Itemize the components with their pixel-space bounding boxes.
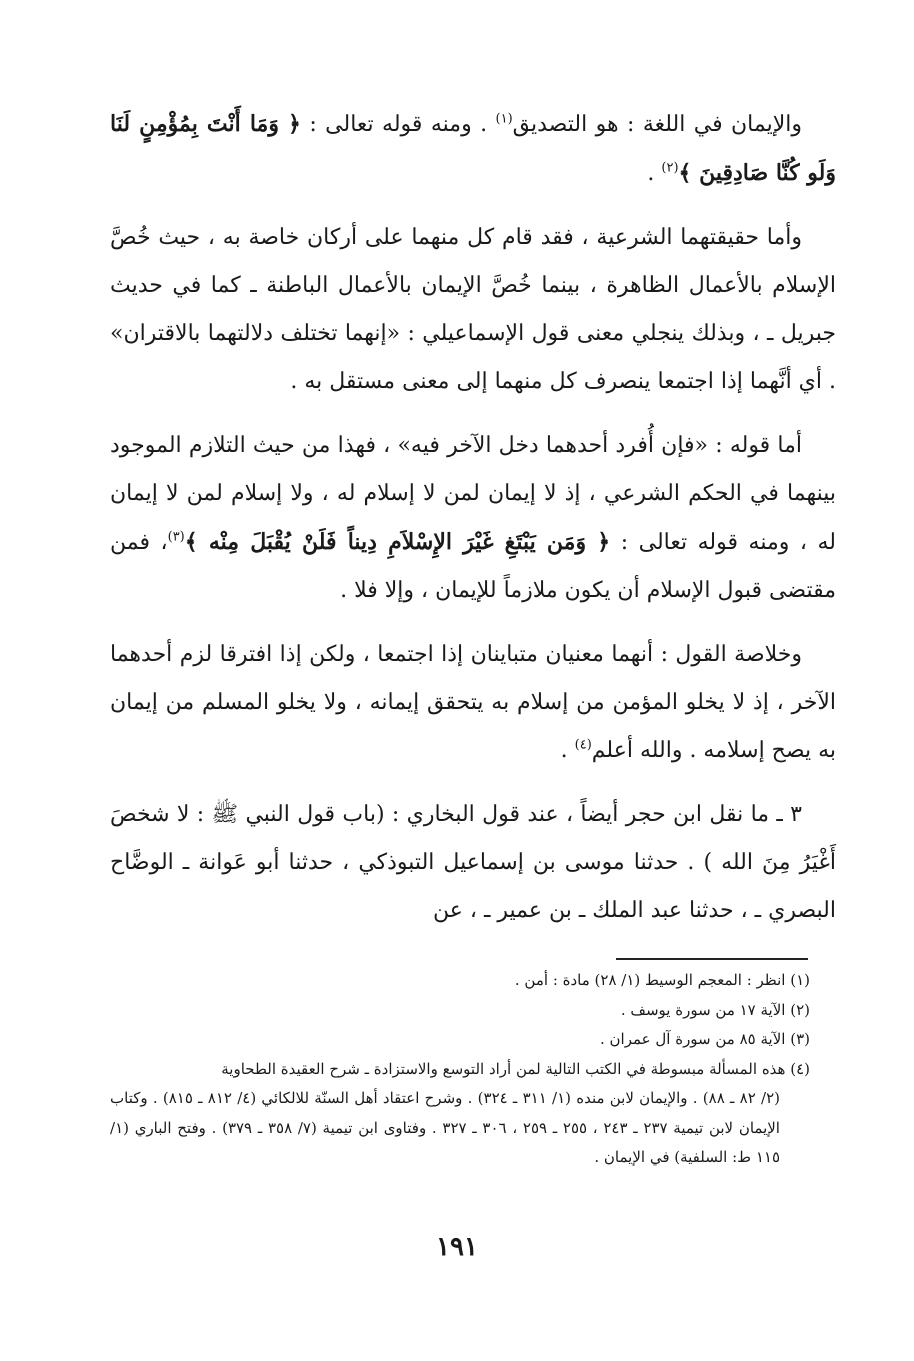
footnote-1: (١) انظر : المعجم الوسيط (١/ ٢٨) مادة : أمن . (514, 971, 810, 989)
paragraph-text: . (560, 738, 575, 763)
paragraph-text: أما قوله : «فإن أُفرد أحدهما دخل الآخر فيه» ، فهذا من حيث التلازم الموجود بينهما في الحكم الشرعي ، إذ لا إيمان لمن لا إسلام له ، ولا إسلام لمن لا إيمان له ، ومنه قوله تعالى : (110, 433, 837, 555)
footnote-4-head: (٤) هذه المسألة مبسوطة في الكتب التالية لمن أراد التوسع والاستزادة ـ شرح العقيدة الطحاوية (221, 1059, 810, 1078)
paragraph-interdependence (110, 422, 836, 615)
page-body (110, 100, 836, 951)
footnote-ref-3[interactable]: (٣) (167, 529, 185, 545)
paragraph-text: والإيمان في اللغة : هو التصديق (512, 112, 802, 137)
footnote-2: (٢) الآية ١٧ من سورة يوسف . (620, 1000, 810, 1019)
footnote-ref-4[interactable]: (٤) (574, 737, 592, 753)
quran-verse: ﴿ وَمَا أَنْتَ بِمُؤْمِنٍ لَنَا وَلَو كُنَّا صَادِقِينَ ﴾ (110, 111, 836, 186)
page-number: ١٩١ (436, 1232, 478, 1262)
paragraph-text: وخلاصة القول : أنهما معنيان متباينان إذا اجتمعا ، ولكن إذا افترقا لزم أحدهما الآخر ، إذ لا يخلو المؤمن من إسلام به يتحقق إيمانه ، ولا يخلو المسلم من إيمان به يصح إسلامه . والله أعلم (110, 642, 836, 763)
footnotes (110, 966, 810, 1173)
footnote-ref-1[interactable]: (١) (495, 111, 513, 127)
quran-verse: ﴿ وَمَن يَبْتَغِ غَيْرَ الإِسْلاَمِ دِيناً فَلَنْ يُقْبَلَ مِنْه ﴾ (184, 529, 611, 555)
footnote-separator (616, 958, 808, 960)
paragraph-text: . (647, 161, 662, 186)
paragraph-text: وأما حقيقتهما الشرعية ، فقد قام كل منهما على أركان خاصة به ، حيث خُصَّ الإسلام بالأعمال الظاهرة ، بينما خُصَّ الإيمان بالأعمال الباطنة ـ كما في حديث جبريل ـ ، وبذلك ينجلي معنى قول الإسماعيلي : «إنهما تختلف دلالتهما بالاقتران» . أي أنَّهما إذا اجتمعا ينصرف كل منهما إلى معنى مستقل به . (110, 225, 836, 394)
paragraph-sharia-reality (110, 214, 836, 406)
paragraph-language-definition (110, 100, 836, 198)
footnote-3: (٣) الآية ٨٥ من سورة آل عمران . (599, 1030, 810, 1048)
footnote-ref-2[interactable]: (٢) (661, 160, 679, 176)
paragraph-text: ، فمن مقتضى قبول الإسلام أن يكون ملازماً للإيمان ، وإلا فلا . (110, 530, 836, 603)
paragraph-summary (110, 631, 836, 775)
paragraph-ibn-hajar (110, 791, 836, 935)
footnote-4-body: (٢/ ٨٢ ـ ٨٨) . والإيمان لابن منده (١/ ٣١١ ـ ٣٢٤) . وشرح اعتقاد أهل السنّة للالكائي (٤/ ٨١٢ ـ ٨١٥) . وكتاب الإيمان لابن تيمية ٢٣٧ ـ ٢٤٣ ، ٢٥٥ ـ ٢٥٩ ، ٣٠٦ ـ ٣٢٧ . وفتاوى ابن تيمية (٧/ ٣٥٨ ـ ٣٧٩) . وفتح الباري (١/ ١١٥ ط: السلفية) في الإيمان . (110, 1089, 781, 1166)
paragraph-text: . ومنه قوله تعالى : (300, 112, 496, 137)
paragraph-text: ٣ ـ ما نقل ابن حجر أيضاً ، عند قول البخاري : (باب قول النبي ﷺ : لا شخصَ أَغْيَرُ مِنَ الله ) . حدثنا موسى بن إسماعيل التبوذكي ، حدثنا أبو عَوانة ـ الوضَّاح البصري ـ ، حدثنا عبد الملك ـ بن عمير ـ ، عن (110, 802, 836, 923)
